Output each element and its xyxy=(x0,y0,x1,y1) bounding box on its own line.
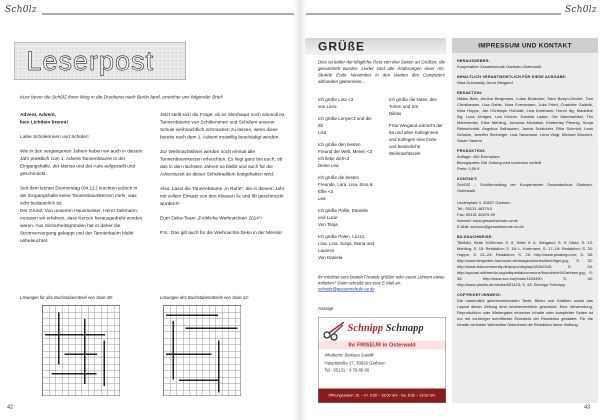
impressum-label: KONTAKT: xyxy=(457,176,478,181)
impressum-label: HERAUSGEBER: xyxy=(457,58,490,63)
page-gutter xyxy=(293,0,307,420)
solution-stroke xyxy=(179,380,218,382)
greetings-column-1 xyxy=(318,96,385,266)
impressum-label: BILDNACHWEISE: xyxy=(457,234,493,239)
letter-paragraph: Also: Lasst die Tannenbäume „in Ruhe“, die in diesem Jahr mit vollem Einsatz von den Klassen 5c und 8b geschmückt wurden!!! xyxy=(160,186,285,207)
solution-stroke xyxy=(52,373,97,375)
page-number-right: 43 xyxy=(584,404,591,410)
greetings-outro xyxy=(318,274,446,292)
leserpost-intro: Kurz bevor die Sch0lZ ihren Weg in die Druckerei nach Berlin fand, erreichte uns folgender Brief: xyxy=(20,94,224,100)
impressum-text: Nina Dubowsky, Anna Weigand xyxy=(457,80,513,85)
solution-stroke xyxy=(104,341,106,387)
ad-opening-hours: Öffnungszeiten: Di. – Fr. 9:00 – 18:00 Uhr · Sa. 8:00 – 13:00 Uhr xyxy=(319,389,446,403)
solution-stroke xyxy=(58,313,60,365)
letter-signature: Euer Deko-Team „Fröhliche Weihnachten 2014“! xyxy=(160,215,262,221)
letter-headline: Advent, Advent, kein Lichtlein brennt! xyxy=(20,112,69,125)
letter-postscript: P.S.: Das gilt auch für die Weihnachts-Deko in der Mensa! xyxy=(160,230,282,236)
page-number-left: 42 xyxy=(7,404,14,410)
greetings-title-box xyxy=(305,38,446,55)
leserpost-title-box xyxy=(14,42,186,80)
greeting: Ich grüße Lenya<3 und die 6b Lisa xyxy=(318,116,372,135)
impressum-section-editors xyxy=(457,90,593,144)
scissors-icon xyxy=(323,321,346,341)
letter-paragraph: Seit dem letzten Donnerstag (04.12.) leuchten jedoch in der Eingangshalle keine Tannenbaumkerzen mehr, was sehr bedauerlich ist. Der Grund: Von unserem Hausmeister, Herrn Dekmann, mussten wir erfahren, dass Kerzen herausgedreht worden waren. Aus Sicherheitsgründen hat er daher die Stromversorgung gekappt und der Tannenbaum bleibt unbeleuchtet. xyxy=(20,185,143,244)
solution-stroke xyxy=(173,321,175,380)
greeting: Ich grüße die besten Freunde, Lara, Lisa, Sina & Elfie <3 Lea xyxy=(318,175,373,201)
ad-brand xyxy=(348,322,424,335)
greeting: Frau Weigand wünscht der 6a und allen Kolleginnen und Kollegen eine frohe und besinnliche Weihnachtszeit! xyxy=(389,123,443,156)
ad-phone: Tel.: 05131 - 4 79 85 90 xyxy=(324,367,370,373)
leserpost-title: Leserpost xyxy=(26,46,155,76)
puzzle-solution-grid-left xyxy=(42,305,120,396)
impressum-label: PRODUKTION: xyxy=(457,148,486,153)
impressum-body xyxy=(457,58,593,332)
impressum-section-production xyxy=(457,148,593,172)
greeting: Ich grüße Pallie, Danielle und Lucie Von Tanja xyxy=(318,208,369,227)
impressum-title: IMPRESSUM UND KONTAKT xyxy=(452,38,598,53)
left-header-rule xyxy=(42,14,294,15)
solution-stroke xyxy=(218,341,220,393)
ad-tagline: Ihr FRISEUR in Osterwald xyxy=(319,341,446,350)
letter-column-left xyxy=(20,111,143,252)
ad-owner: Inhaberin: Barbara Gawlik xyxy=(324,352,374,358)
puzzle-solution-grid-right xyxy=(163,305,241,396)
letter-paragraph: Wie in den vergangenen Jahren haben wir auch in diesem Jahr pünktlich zum 1. Advent Tannenbäume in der Eingangshalle, der Mensa und der Aula aufgestellt und geschmückt. xyxy=(20,148,143,177)
solution-stroke xyxy=(166,354,212,356)
impressum-text: Die namentlich gekennzeichneten Texte, Bilder und Grafiken sowie das Layout dieser Zeitung sind urheberrechtlich geschützt. Eine Verwendung, Reproduktion oder Weitergabe einzelner Inhalte oder kompletter Seiten ist nur mit vorheriger schriftlicher Erlaubnis der Redaktion gestattet. Für die Inhalte verlinkter Webseiten übernimmt die Redaktion keine Haftung. xyxy=(457,298,593,327)
impressum-panel xyxy=(452,38,598,403)
solution-stroke xyxy=(166,315,218,317)
letter-column-right xyxy=(160,111,288,244)
greetings-outro-text: Ihr möchtet eure besten Freunde grüßen oder euren Lehrern etwas mitteilen? Dann schreibt uns eine E-Mail an: xyxy=(318,274,445,286)
right-header-rule xyxy=(306,14,561,15)
impressum-section-copyright xyxy=(457,292,593,328)
greeting: Ich grüße die Nase, den Torten und Sm Niklas xyxy=(389,97,438,116)
impressum-label: COPYRIGHT-HINWEIS: xyxy=(457,292,502,297)
hairdresser-ad xyxy=(318,317,446,403)
contact-email-link[interactable]: schoolz@gesamtschule-ov.de xyxy=(318,286,375,292)
ad-brand-schnipp: Schnipp xyxy=(347,321,384,334)
ad-address: Hauptstraße 27, 30826 Garbsen xyxy=(324,360,386,366)
greetings-column-2 xyxy=(389,96,448,162)
greeting: Ich grüße Palen, Luzzo, Lina, Lina, Sonja, Mona und Laurens Von Daniela xyxy=(318,234,375,260)
ad-brand-schnapp: Schnapp xyxy=(385,321,424,334)
impressum-text: Kooperative Gesamtschule Garbsen-Osterwald xyxy=(457,64,541,69)
ad-label: Anzeige xyxy=(318,306,334,311)
greeting: Ich grüße den besten Freund der Welt, Melvin <3 Ich liebe dich<3 Deine Lea xyxy=(318,142,373,168)
letter-paragraph: Zur Weihnachtsfeier werden noch einmal alle Tannenbaumkerzen erleuchten. Es liegt ganz bei euch, ob das in den nächsten Jahren so bleibt und auch für die Adventszeit an dieser Schultradition festgehalten wird. xyxy=(160,149,283,177)
impressum-text: Auflage: 400 Exemplare Bezugspreis: Die Zeitung wird kostenlos verteilt Preis: 0,50 € xyxy=(457,154,542,171)
letter-paragraph: Jetzt stellt sich die Frage, ob es überhaupt noch sinnvoll ist, Tannenbäume von Schülerinnen und Schülern unserer Schule weihnachtlich schmücken zu lassen, wenn diese bereits nach dem 1. Advent mutwillig beschädigt werden. xyxy=(160,112,286,140)
letter-salutation: Liebe Schülerinnen und Schüler! xyxy=(20,134,89,140)
puzzle-caption-right: Lösungen des Buchstabenrätsels von Seite 32: xyxy=(160,295,249,300)
impressum-label: INHALTLICH VERANTWORTLICH FÜR DIESE AUSGABE: xyxy=(457,74,567,79)
impressum-label: REDAKTION: xyxy=(457,90,483,95)
solution-stroke xyxy=(45,334,105,336)
impressum-text: SchOlZ – Schülerzeitung der Kooperativen Gesamtschule Garbsen-Osterwald Lindenplatz 4, 30827 Garbsen Tel.: 05131 46379-0 Fax: 05131 46379-99 Internet: www.gesamtschule-ov.de E-Mail: schoolz@gesamtschule-ov.de xyxy=(457,182,593,229)
greetings-title: GRÜßE xyxy=(318,40,365,54)
impressum-section-publisher xyxy=(457,58,593,70)
solution-stroke xyxy=(186,328,238,330)
right-header-logo: Sch0lz xyxy=(565,4,597,15)
impressum-section-image-credits xyxy=(457,234,593,288)
impressum-text: Niklas Bein, Annina Bergmann, Luisa Bödecker, Sara Bozyn-Decker, Tom Christiansen, Lisa Dahle, Nora Eversmann, Julia Fried, Charlotte Gaidzik, Nina Hoppe, Jan Christoph Hußnatt, Lina Kortmann, Henni Ilig, Madeline Ilig, Luca Jentges, Lea Kircher, Daniela Laake, Ole Marohwinkel, Tim Meierhenke, Elise Mehling, Johanna Michalski, Kimberley Pfennig, Sonja Reinschmidt, Angelica Salhausen, Jannis Schlichter, Rike Schmidt, Leah Schulze, Jennifer Steininger, Lisa Tanzmann, Lena Voigt, Michael Wochert, Sarah Yasemi xyxy=(457,96,593,143)
solution-stroke xyxy=(65,354,98,356)
impressum-section-responsible xyxy=(457,74,593,86)
left-header-logo: Sch0lz xyxy=(5,4,37,15)
puzzle-caption-left: Lösungen für das Buchstabenrätsel von Seite 39: xyxy=(20,295,113,300)
greeting: Ich grüße Lina <3 von Lena xyxy=(318,97,354,109)
impressum-text: Titelbild, Seite 10/Kirmes S. 8, Seite 9: A. Weigand; S. 9: Dietz; S. 13: Mehling; S. 15: Redaktion; S. 16: L. Kortmann; S. 17–19: Redaktion; S. 20: Hoppe; S. 21–24: Redaktion; S. 25: http://www.pixabay.com; S. 28: http://www.tiergarten-hannover.de/images/stories/tiere/tiger.jpg; S. 32: http://www.fotocommunity.de/pc/pc/display/18262345; S. 34: http://upload.wikimedia.org/wikipedia/commons/thumb/e/e9/Garbsen.jpg; S. 38: http://www.sxc.hu/photo/1163490; S. 40: http://www.pixelio.de/media/651423; S. 43: Schnipp Schnapp xyxy=(457,240,593,287)
greetings-intro: Dies ist leider der klägliche Rest von drei Seiten an Grüßen, die gesammelt wurden. Leider sind alle Änderungen einer AG-Stunde Ende November in den Weiten des Computers abhanden gekommen... xyxy=(318,59,445,84)
impressum-section-contact xyxy=(457,176,593,230)
